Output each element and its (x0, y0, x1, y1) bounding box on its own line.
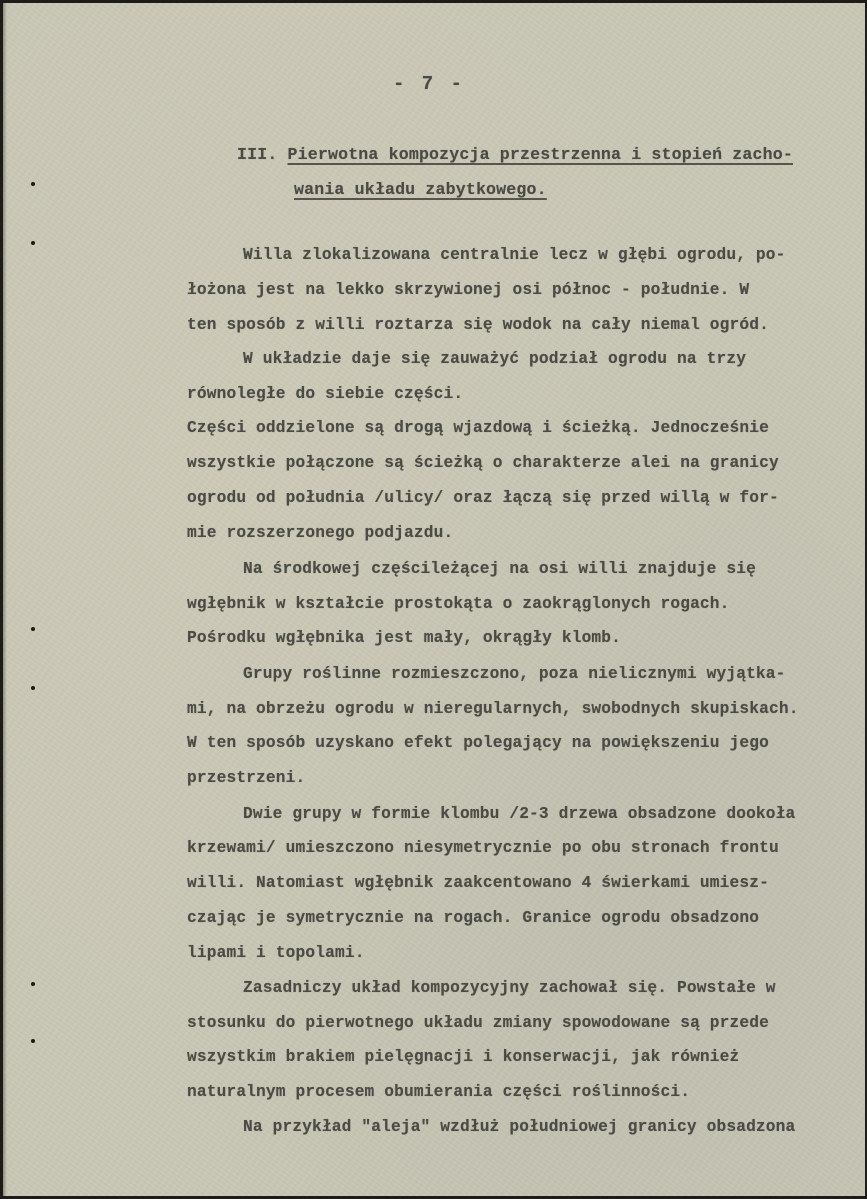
page-edge-shadow (3, 3, 7, 1196)
punch-mark (31, 182, 35, 186)
body-line: mie rozszerzonego podjazdu. (187, 524, 454, 542)
punch-mark (31, 1039, 35, 1043)
body-line: Willa zlokalizowana centralnie lecz w głębi ogrodu, po- (243, 246, 786, 264)
body-line: krzewami/ umieszczono niesymetrycznie po obu stronach frontu (187, 839, 779, 857)
body-line: Na środkowej częścileżącej na osi willi znajduje się (243, 560, 756, 578)
section-number: III. (237, 145, 278, 164)
body-line: Zasadniczy układ kompozycyjny zachował się. Powstałe w (243, 979, 776, 997)
body-line: wszystkim brakiem pielęgnacji i konserwacji, jak również (187, 1048, 740, 1066)
body-line: mi, na obrzeżu ogrodu w nieregularnych, swobodnych skupiskach. (187, 700, 799, 718)
document-page (3, 3, 865, 1196)
body-line: ten sposób z willi roztarza się wodok na cały niemal ogród. (187, 316, 769, 334)
body-line: wszystkie połączone są ścieżką o charakterze alei na granicy (187, 454, 779, 472)
body-line: stosunku do pierwotnego układu zmiany spowodowane są przede (187, 1014, 769, 1032)
body-line: W układzie daje się zauważyć podział ogrodu na trzy (243, 350, 747, 368)
punch-mark (31, 241, 35, 245)
section-title-part-2: wania układu zabytkowego. (294, 180, 547, 199)
page-number: - 7 - (393, 73, 466, 95)
section-heading-line-2 (294, 180, 547, 199)
body-line: Dwie grupy w formie klombu /2-3 drzewa obsadzone dookoła (243, 805, 796, 823)
body-line: wgłębnik w kształcie prostokąta o zaokrąglonych rogach. (187, 595, 730, 613)
body-line: ogrodu od południa /ulicy/ oraz łączą się przed willą w for- (187, 489, 779, 507)
body-line: Grupy roślinne rozmieszczono, poza nielicznymi wyjątka- (243, 665, 786, 683)
body-line: Pośrodku wgłębnika jest mały, okrągły klomb. (187, 629, 622, 647)
punch-mark (31, 686, 35, 690)
body-line: naturalnym procesem obumierania części roślinności. (187, 1083, 691, 1101)
section-heading-line-1 (237, 145, 793, 164)
body-line: czając je symetrycznie na rogach. Granice ogrodu obsadzono (187, 909, 760, 927)
body-line: W ten sposób uzyskano efekt polegający na powiększeniu jego (187, 734, 769, 752)
body-line: przestrzeni. (187, 769, 306, 787)
body-line: równoległe do siebie części. (187, 385, 464, 403)
punch-mark (31, 982, 35, 986)
body-line: lipami i topolami. (187, 944, 365, 962)
body-line: łożona jest na lekko skrzywionej osi północ - południe. W (187, 281, 750, 299)
body-line: Części oddzielone są drogą wjazdową i ścieżką. Jednocześnie (187, 419, 769, 437)
body-line: willi. Natomiast wgłębnik zaakcentowano 4 świerkami umiesz- (187, 874, 769, 892)
section-title-part-1: Pierwotna kompozycja przestrzenna i stopień zacho- (287, 145, 793, 164)
body-line: Na przykład "aleja" wzdłuż południowej granicy obsadzona (243, 1118, 796, 1136)
punch-mark (31, 627, 35, 631)
